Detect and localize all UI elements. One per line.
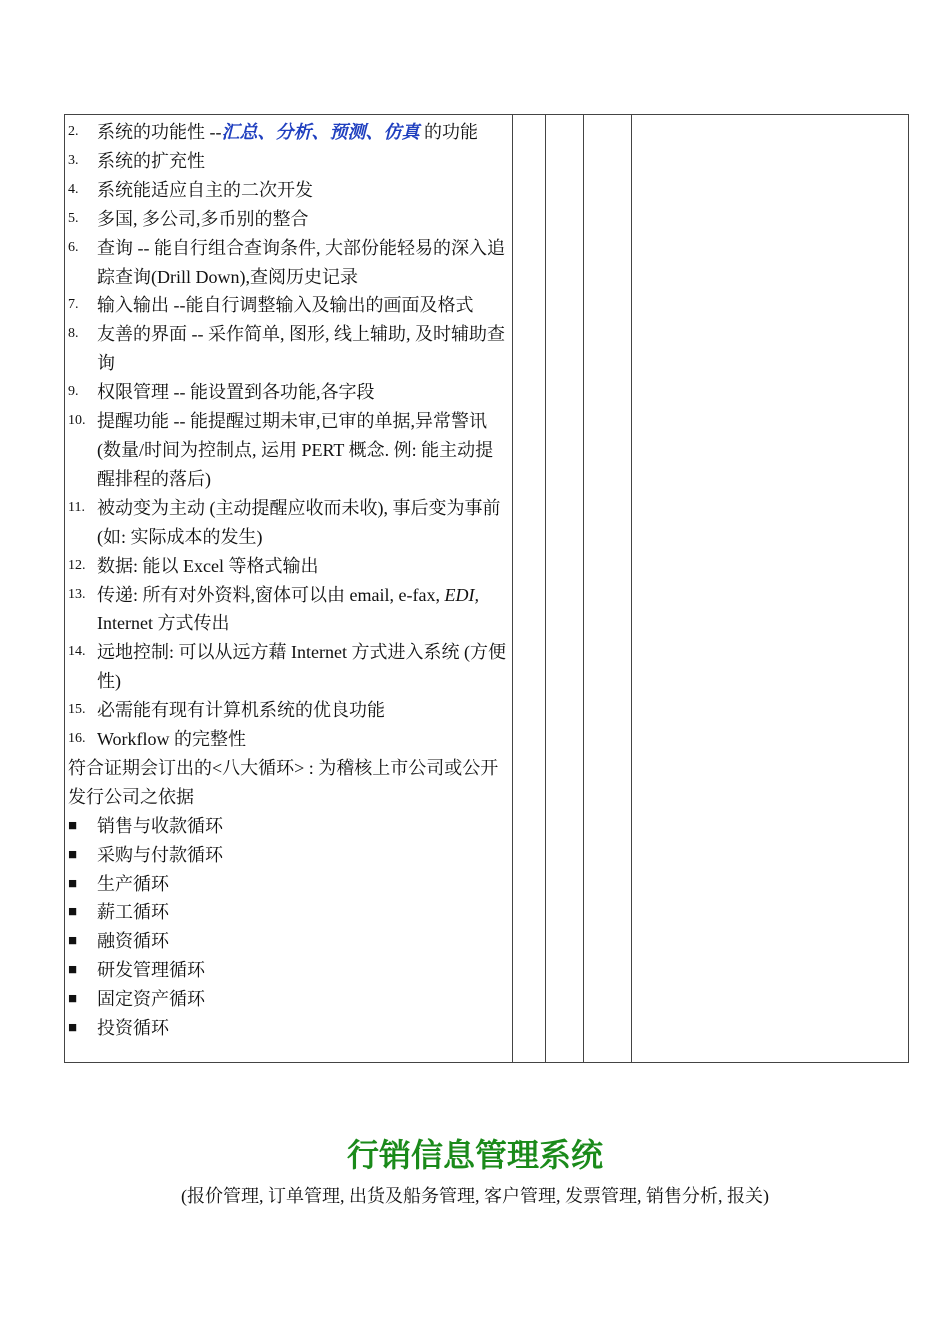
list-item bbox=[68, 378, 510, 407]
item-text: Workflow 的完整性 bbox=[97, 729, 247, 750]
list-item bbox=[68, 291, 510, 320]
bullet-icon: ■ bbox=[68, 1020, 78, 1037]
item-number: 5. bbox=[68, 210, 79, 226]
item-text-suffix: Internet 方式传出 bbox=[97, 613, 230, 634]
column-divider bbox=[512, 115, 513, 1062]
list-item bbox=[68, 638, 510, 696]
item-number: 14. bbox=[68, 644, 86, 660]
item-text: 权限管理 -- 能设置到各功能,各字段 bbox=[97, 382, 375, 403]
item-number: 12. bbox=[68, 557, 86, 573]
list-item bbox=[68, 118, 510, 147]
column-divider bbox=[631, 115, 632, 1062]
bullet-text: 薪工循环 bbox=[97, 902, 169, 923]
list-item bbox=[68, 696, 510, 725]
bullet-icon: ■ bbox=[68, 904, 78, 921]
item-number: 3. bbox=[68, 152, 79, 168]
bullet-item bbox=[68, 1014, 510, 1043]
bullet-text: 固定资产循环 bbox=[97, 989, 205, 1010]
item-number: 4. bbox=[68, 181, 79, 197]
item-text: 远地控制: 可以从远方藉 Internet 方式进入系统 (方便性) bbox=[97, 642, 506, 692]
item-text: 系统的功能性 -- bbox=[97, 122, 222, 142]
item-text: 友善的界面 -- 采作简单, 图形, 线上辅助, 及时辅助查询 bbox=[97, 324, 505, 374]
list-item bbox=[68, 552, 510, 581]
list-item bbox=[68, 234, 510, 292]
item-number: 16. bbox=[68, 731, 86, 747]
requirements-table bbox=[64, 114, 909, 1063]
item-number: 2. bbox=[68, 124, 79, 139]
item-italic: EDI, bbox=[444, 584, 479, 605]
cycles-intro: 符合证期会订出的<八大循环> : 为稽核上市公司或公开发行公司之依据 bbox=[68, 757, 499, 807]
item-text: 查询 -- 能自行组合查询条件, 大部份能轻易的深入追踪查询(Drill Down),查阅历史记录 bbox=[97, 237, 505, 287]
bullet-text: 生产循环 bbox=[97, 873, 169, 894]
item-number: 15. bbox=[68, 702, 86, 718]
bullet-icon: ■ bbox=[68, 991, 78, 1008]
item-text-suffix: 的功能 bbox=[419, 122, 478, 142]
list-item bbox=[68, 494, 510, 552]
bullet-text: 采购与付款循环 bbox=[97, 844, 223, 865]
item-text: 被动变为主动 (主动提醒应收而未收), 事后变为事前 (如: 实际成本的发生) bbox=[97, 497, 501, 547]
bullet-icon: ■ bbox=[68, 817, 78, 834]
bullet-item bbox=[68, 841, 510, 870]
list-item bbox=[68, 725, 510, 754]
section-subtitle: (报价管理, 订单管理, 出货及船务管理, 客户管理, 发票管理, 销售分析, 报关) bbox=[181, 1186, 769, 1206]
item-text: 输入输出 --能自行调整输入及输出的画面及格式 bbox=[97, 295, 474, 316]
bullet-icon: ■ bbox=[68, 846, 78, 863]
requirements-cell bbox=[68, 118, 510, 1043]
item-number: 7. bbox=[68, 297, 79, 313]
item-text: 多国, 多公司,多币别的整合 bbox=[97, 208, 309, 229]
bullet-icon: ■ bbox=[68, 933, 78, 950]
item-text: 系统的扩充性 bbox=[97, 150, 205, 171]
item-text: 必需能有现有计算机系统的优良功能 bbox=[97, 700, 385, 721]
bullet-text: 融资循环 bbox=[97, 931, 169, 952]
item-number: 10. bbox=[68, 413, 86, 429]
section-title: 行销信息管理系统 bbox=[346, 1137, 603, 1173]
item-number: 8. bbox=[68, 326, 79, 342]
bullet-icon: ■ bbox=[68, 875, 78, 892]
column-divider bbox=[583, 115, 584, 1062]
item-number: 11. bbox=[68, 499, 85, 515]
list-item bbox=[68, 205, 510, 234]
column-divider bbox=[545, 115, 546, 1062]
item-text: 系统能适应自主的二次开发 bbox=[97, 179, 313, 200]
bullet-item bbox=[68, 870, 510, 899]
list-item bbox=[68, 147, 510, 176]
list-item bbox=[68, 407, 510, 494]
item-number: 13. bbox=[68, 586, 86, 602]
bullet-item bbox=[68, 985, 510, 1014]
item-emphasis: 汇总、分析、预测、仿真 bbox=[221, 122, 420, 142]
bullet-item bbox=[68, 956, 510, 985]
bullet-text: 研发管理循环 bbox=[97, 960, 205, 981]
item-text: 传递: 所有对外资料,窗体可以由 email, e-fax, bbox=[97, 584, 445, 605]
list-item bbox=[68, 176, 510, 205]
bullet-item bbox=[68, 927, 510, 956]
item-number: 6. bbox=[68, 239, 79, 255]
item-text: 数据: 能以 Excel 等格式输出 bbox=[97, 555, 319, 576]
bullet-item bbox=[68, 812, 510, 841]
item-number: 9. bbox=[68, 384, 79, 400]
list-item bbox=[68, 581, 510, 639]
bullet-text: 投资循环 bbox=[97, 1018, 169, 1039]
list-item bbox=[68, 320, 510, 378]
bullet-icon: ■ bbox=[68, 962, 78, 979]
bullet-item bbox=[68, 898, 510, 927]
item-text: 提醒功能 -- 能提醒过期未审,已审的单据,异常警讯(数量/时间为控制点, 运用 PERT 概念. 例: 能主动提醒排程的落后) bbox=[97, 411, 494, 489]
bullet-text: 销售与收款循环 bbox=[97, 815, 223, 836]
